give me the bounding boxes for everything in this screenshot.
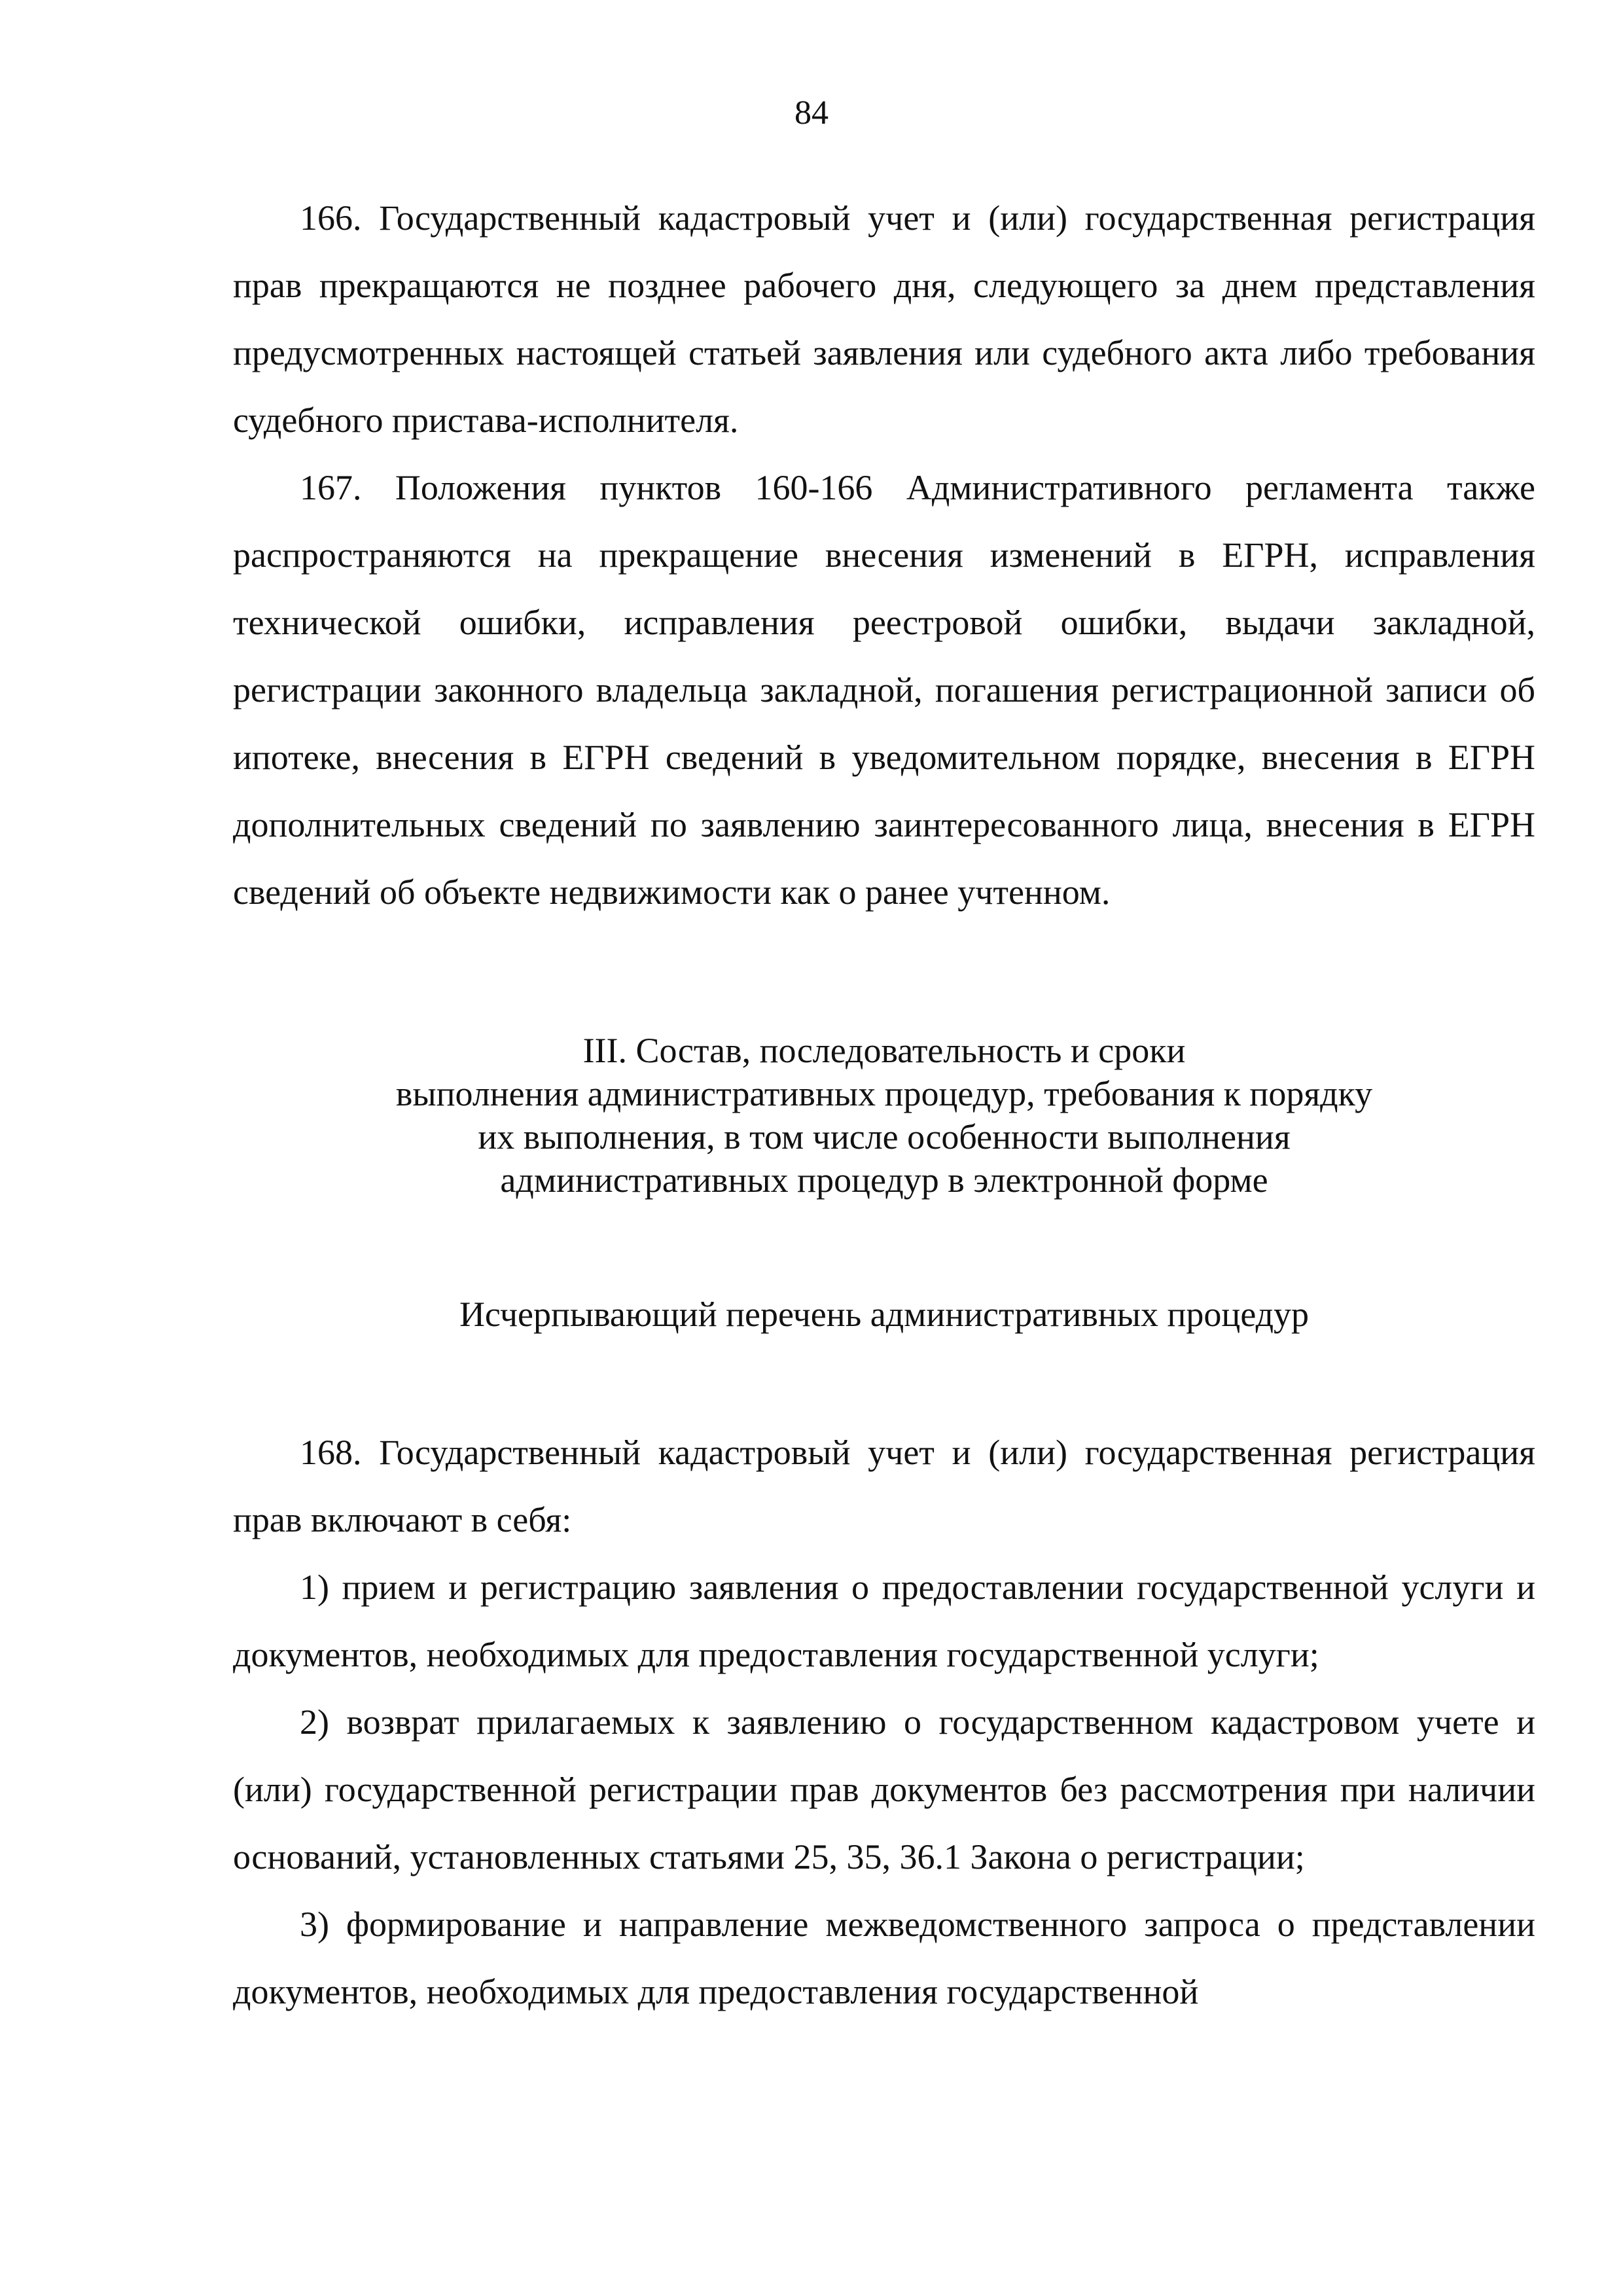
section-heading-line: выполнения административных процедур, требования к порядку (395, 1074, 1373, 1113)
page-number: 84 (794, 94, 829, 132)
body-text-top (233, 185, 1535, 926)
paragraph-166: 166. Государственный кадастровый учет и (или) государственная регистрация прав прекращаются не позднее рабочего дня, следующего за днем представления предусмотренных настоящей статьей заявления или судебного акта либо требования судебного пристава-исполнителя. (233, 198, 1535, 440)
subheading: Исчерпывающий перечень административных процедур (459, 1295, 1310, 1334)
list-item-2: 2) возврат прилагаемых к заявлению о государственном кадастровом учете и (или) государственной регистрации прав документов без рассмотрения при наличии оснований, установленных статьями 25, 35, 36.1 Закона о регистрации; (233, 1702, 1535, 1876)
section-heading (233, 1029, 1535, 1202)
paragraph-168: 168. Государственный кадастровый учет и (или) государственная регистрация прав включают в себя: (233, 1433, 1535, 1539)
list-item-3: 3) формирование и направление межведомственного запроса о представлении документов, необходимых для предоставления государственной (233, 1905, 1535, 2011)
section-heading-line: административных процедур в электронной форме (500, 1160, 1268, 1200)
section-heading-line: их выполнения, в том числе особенности выполнения (478, 1117, 1291, 1157)
list-item-1: 1) прием и регистрацию заявления о предоставлении государственной услуги и документов, необходимых для предоставления государственной услуги; (233, 1568, 1535, 1674)
section-heading-line: III. Состав, последовательность и сроки (582, 1031, 1186, 1070)
body-text-bottom (233, 1419, 1535, 2026)
paragraph-167: 167. Положения пунктов 160-166 Административного регламента также распространяются на прекращение внесения изменений в ЕГРН, исправления технической ошибки, исправления реестровой ошибки, выдачи закладной, регистрации законного владельца закладной, погашения регистрационной записи об ипотеке, внесения в ЕГРН сведений в уведомительном порядке, внесения в ЕГРН дополнительных сведений по заявлению заинтересованного лица, внесения в ЕГРН сведений об объекте недвижимости как о ранее учтенном. (233, 468, 1535, 912)
